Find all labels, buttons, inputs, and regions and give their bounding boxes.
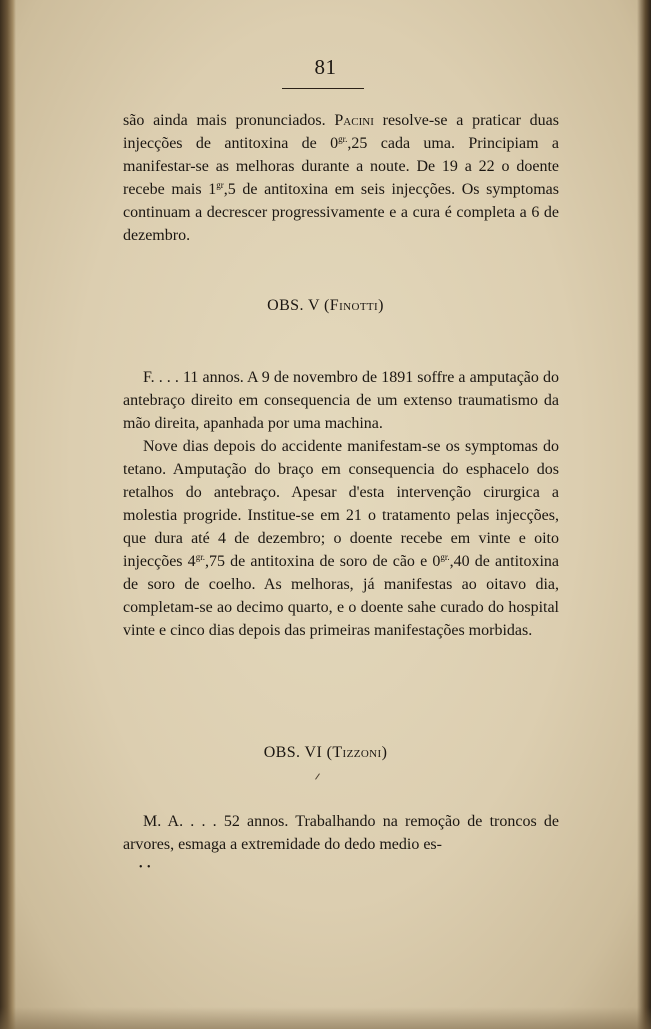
unit-superscript: gr. xyxy=(440,552,450,562)
intro-paragraph xyxy=(123,109,559,247)
heading-close: ) xyxy=(378,297,384,314)
intro-text-2: resolve-se a praticar duas injecções de antitoxina de 0 xyxy=(123,112,559,152)
author-pacini: Pacini xyxy=(334,112,374,129)
unit-superscript: gr xyxy=(216,180,224,190)
unit-superscript: gr. xyxy=(338,134,348,144)
heading-obs-vi xyxy=(0,744,651,762)
unit-superscript: gr. xyxy=(195,552,205,562)
heading-obs-v xyxy=(0,297,651,315)
page-binding-shadow xyxy=(0,0,16,1029)
heading-close: ) xyxy=(381,744,388,761)
page-bottom-shadow xyxy=(0,1007,651,1029)
obs-v-text-2: ,75 de antitoxina de soro de cão e 0 xyxy=(204,553,441,570)
obs-v-text-3: ,40 de antitoxina de soro de coelho. As melhoras, já manifestas ao oitavo dia, completam-se ao decimo quarto, e o doente sahe curado do hospital vinte e cinco dias depois das primeiras manifestações morbidas. xyxy=(123,553,560,639)
intro-text-4: ,5 de antitoxina em seis injecções. Os symptomas continuam a decrescer progressivamente e a cura é completa a 6 de dezembro. xyxy=(123,181,560,244)
obs-vi-body xyxy=(123,810,559,856)
heading-author: Finotti xyxy=(329,297,379,314)
obs-v-paragraph-2 xyxy=(123,435,559,642)
page-number-rule xyxy=(282,88,364,89)
intro-text-1: são ainda mais pronunciados. xyxy=(123,112,335,129)
page-number: 81 xyxy=(314,55,337,79)
printer-signature-marks: • • xyxy=(139,862,152,873)
obs-v-text-1: Nove dias depois do accidente manifestam-se os symptomas do tetano. Amputação do braço em consequencia do esphacelo dos retalhos do antebraço. Apesar d'esta intervenção cirurgica a molestia progride. Institue-se em 21 o tratamento pelas injecções, que dura até 4 de dezembro; o doente recebe em vinte e oito injecções 4 xyxy=(123,438,559,570)
heading-label: OBS. VI ( xyxy=(263,744,333,761)
intro-text-3: ,25 cada uma. Principiam a manifestar-se as melhoras durante a noute. De 19 a 22 o doente recebe mais 1 xyxy=(123,135,559,198)
obs-v-body xyxy=(123,366,559,642)
heading-author: Tizzoni xyxy=(332,744,382,761)
page-edge-shadow xyxy=(637,0,651,1029)
obs-v-paragraph-1: F. . . . 11 annos. A 9 de novembro de 1891 soffre a amputação do antebraço direito em consequencia de um extenso traumatismo da mão direita, apanhada por uma machina. xyxy=(123,369,559,432)
ink-mark xyxy=(315,773,320,779)
obs-vi-paragraph-1: M. A. . . . 52 annos. Trabalhando na remoção de troncos de arvores, esmaga a extremidade do dedo medio es- xyxy=(123,813,559,853)
heading-label: OBS. V ( xyxy=(267,297,330,314)
